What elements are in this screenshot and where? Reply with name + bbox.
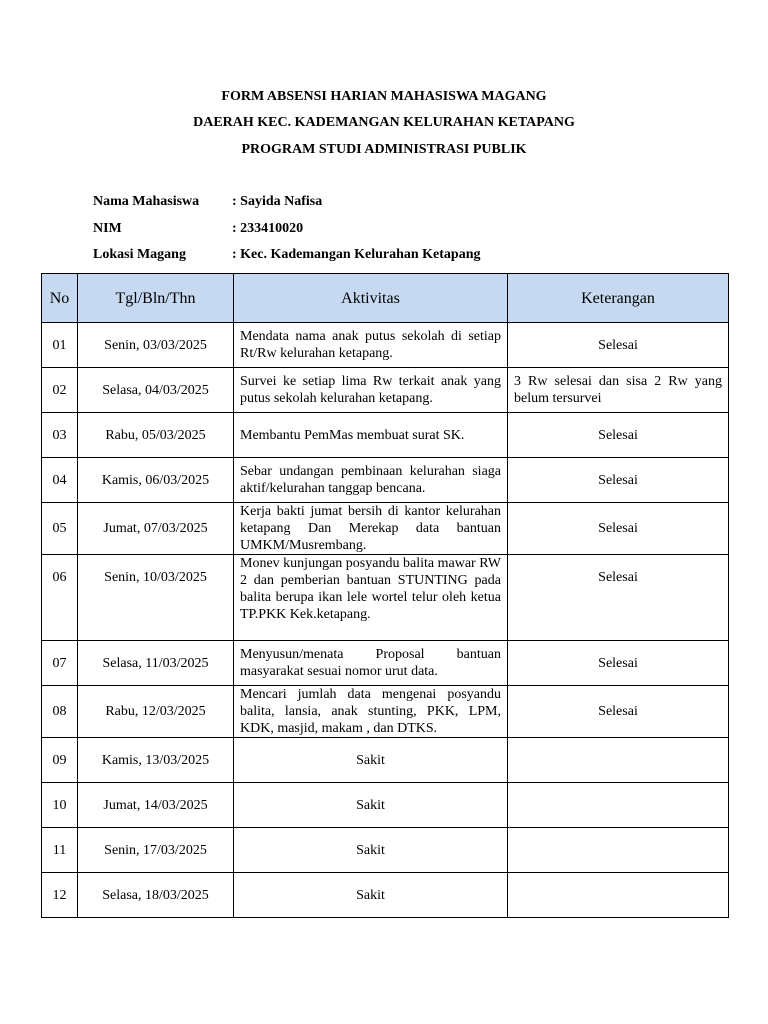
cell-note: Selesai — [508, 458, 729, 503]
cell-note — [508, 873, 729, 918]
table-row — [42, 686, 729, 738]
form-subtitle-program: PROGRAM STUDI ADMINISTRASI PUBLIK — [241, 142, 527, 157]
cell-note: Selesai — [508, 413, 729, 458]
info-name-label: Nama Mahasiswa — [93, 194, 200, 209]
table-row — [42, 738, 729, 783]
cell-note: Selesai — [508, 686, 729, 738]
cell-note — [508, 738, 729, 783]
cell-activity: Menyusun/menata Proposal bantuan masyarakat sesuai nomor urut data. — [234, 641, 508, 686]
cell-no: 10 — [42, 783, 78, 828]
cell-no: 09 — [42, 738, 78, 783]
cell-no: 07 — [42, 641, 78, 686]
info-location-label: Lokasi Magang — [93, 247, 186, 262]
cell-date: Selasa, 04/03/2025 — [78, 368, 234, 413]
cell-activity: Sakit — [234, 873, 508, 918]
cell-no: 11 — [42, 828, 78, 873]
cell-activity: Mendata nama anak putus sekolah di setiap Rt/Rw kelurahan ketapang. — [234, 323, 508, 368]
cell-no: 01 — [42, 323, 78, 368]
cell-date: Kamis, 06/03/2025 — [78, 458, 234, 503]
column-header-date: Tgl/Bln/Thn — [78, 274, 234, 323]
cell-note: Selesai — [508, 555, 729, 641]
cell-activity: Survei ke setiap lima Rw terkait anak yang putus sekolah kelurahan ketapang. — [234, 368, 508, 413]
table-header-row — [42, 274, 729, 323]
cell-no: 02 — [42, 368, 78, 413]
table-row — [42, 413, 729, 458]
cell-activity: Kerja bakti jumat bersih di kantor kelurahan ketapang Dan Merekap data bantuan UMKM/Musrembang. — [234, 503, 508, 555]
cell-no: 08 — [42, 686, 78, 738]
table-row — [42, 503, 729, 555]
cell-activity: Membantu PemMas membuat surat SK. — [234, 413, 508, 458]
info-location-value: : Kec. Kademangan Kelurahan Ketapang — [232, 247, 481, 262]
info-name-value: : Sayida Nafisa — [232, 194, 323, 209]
info-name-row — [93, 194, 322, 210]
form-subtitle-region: DAERAH KEC. KADEMANGAN KELURAHAN KETAPANG — [193, 115, 575, 130]
table-row — [42, 555, 729, 641]
info-nim-row — [93, 221, 303, 237]
cell-activity: Mencari jumlah data mengenai posyandu balita, lansia, anak stunting, PKK, LPM, KDK, masjid, makam , dan DTKS. — [234, 686, 508, 738]
cell-date: Kamis, 13/03/2025 — [78, 738, 234, 783]
cell-note: Selesai — [508, 323, 729, 368]
column-header-activity: Aktivitas — [234, 274, 508, 323]
table-row — [42, 323, 729, 368]
cell-no: 06 — [42, 555, 78, 641]
attendance-table — [41, 273, 729, 918]
cell-no: 04 — [42, 458, 78, 503]
cell-date: Rabu, 12/03/2025 — [78, 686, 234, 738]
cell-note: Selesai — [508, 503, 729, 555]
cell-date: Rabu, 05/03/2025 — [78, 413, 234, 458]
table-row — [42, 828, 729, 873]
cell-activity: Sakit — [234, 783, 508, 828]
column-header-note: Keterangan — [508, 274, 729, 323]
cell-date: Senin, 10/03/2025 — [78, 555, 234, 641]
cell-no: 03 — [42, 413, 78, 458]
cell-note: Selesai — [508, 641, 729, 686]
cell-activity: Monev kunjungan posyandu balita mawar RW 2 dan pemberian bantuan STUNTING pada balita berupa ikan lele wortel telur oleh ketua TP.PKK Kek.ketapang. — [234, 555, 508, 641]
cell-no: 12 — [42, 873, 78, 918]
cell-no: 05 — [42, 503, 78, 555]
cell-note — [508, 828, 729, 873]
cell-note — [508, 783, 729, 828]
table-row — [42, 368, 729, 413]
info-nim-label: NIM — [93, 221, 122, 236]
info-location-row — [93, 247, 481, 263]
cell-activity: Sakit — [234, 738, 508, 783]
cell-date: Selasa, 18/03/2025 — [78, 873, 234, 918]
table-row — [42, 783, 729, 828]
cell-date: Jumat, 07/03/2025 — [78, 503, 234, 555]
table-row — [42, 641, 729, 686]
form-title: FORM ABSENSI HARIAN MAHASISWA MAGANG — [221, 89, 547, 104]
table-row — [42, 873, 729, 918]
cell-date: Senin, 17/03/2025 — [78, 828, 234, 873]
cell-activity: Sebar undangan pembinaan kelurahan siaga aktif/kelurahan tanggap bencana. — [234, 458, 508, 503]
column-header-no: No — [42, 274, 78, 323]
cell-date: Selasa, 11/03/2025 — [78, 641, 234, 686]
cell-note: 3 Rw selesai dan sisa 2 Rw yang belum tersurvei — [508, 368, 729, 413]
cell-date: Senin, 03/03/2025 — [78, 323, 234, 368]
table-row — [42, 458, 729, 503]
cell-activity: Sakit — [234, 828, 508, 873]
cell-date: Jumat, 14/03/2025 — [78, 783, 234, 828]
info-nim-value: : 233410020 — [232, 221, 304, 236]
